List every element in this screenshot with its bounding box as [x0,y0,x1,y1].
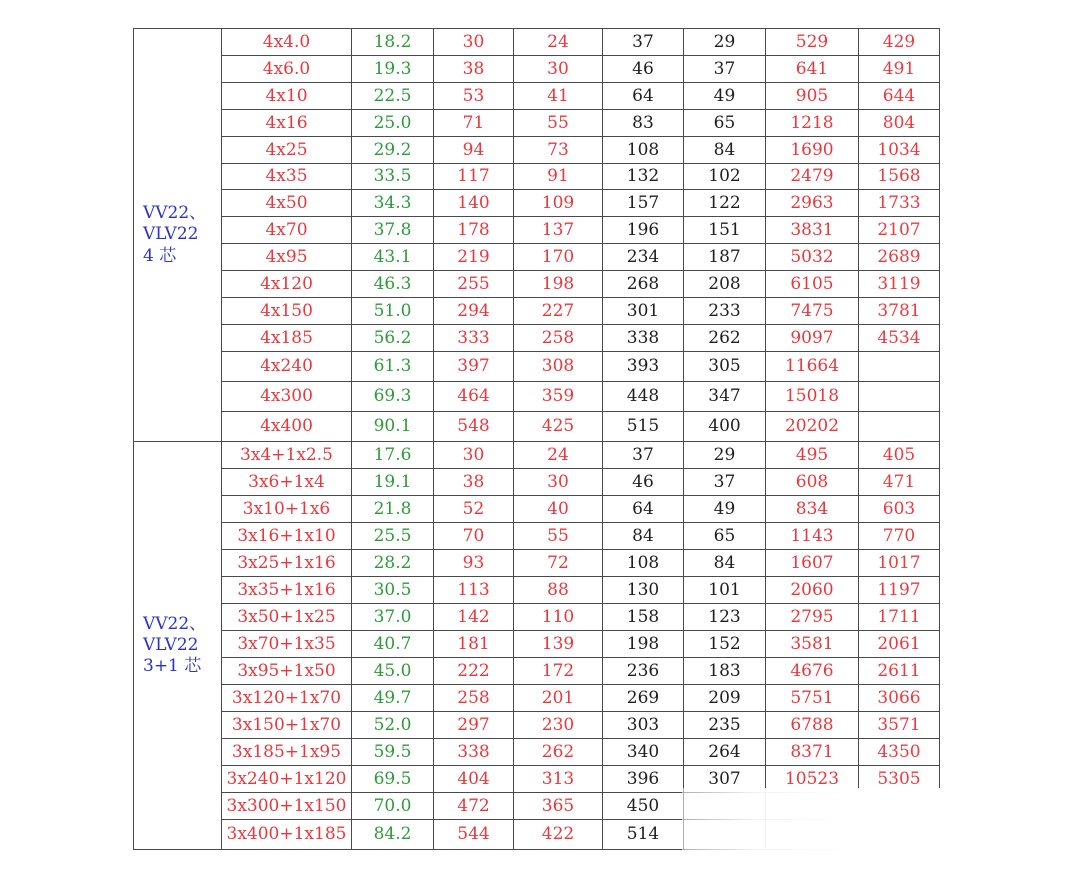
table-cell: 4x240 [222,352,352,382]
table-row [134,631,940,658]
table-cell: 404 [434,766,514,793]
table-cell: 52.0 [352,712,434,739]
table-cell: 365 [514,793,603,820]
table-cell: 3x185+1x95 [222,739,352,766]
table-cell: 172 [514,658,603,685]
table-row [134,442,940,469]
table-cell: 198 [603,631,684,658]
table-row [134,382,940,412]
table-row [134,29,940,56]
table-cell: 19.1 [352,469,434,496]
table-cell [859,352,940,382]
table-cell: 393 [603,352,684,382]
table-row [134,712,940,739]
table-cell: 258 [434,685,514,712]
table-cell [859,412,940,442]
table-cell: 132 [603,164,684,190]
table-cell: 1218 [766,110,859,137]
table-row [134,217,940,244]
table-cell: 51.0 [352,298,434,325]
table-cell: 198 [514,271,603,298]
table-cell: 3119 [859,271,940,298]
table-cell: 3x300+1x150 [222,793,352,820]
table-cell: 84 [603,523,684,550]
table-cell: 233 [684,298,766,325]
cable-group-label-line: 4 芯 [143,245,177,266]
table-cell: 30.5 [352,577,434,604]
table-cell: 4534 [859,325,940,352]
table-cell: 4x70 [222,217,352,244]
table-cell: 17.6 [352,442,434,469]
table-cell: 28.2 [352,550,434,577]
table-cell: 29 [684,442,766,469]
table-cell: 3x35+1x16 [222,577,352,604]
table-cell: 15018 [766,382,859,412]
table-cell: 70 [434,523,514,550]
table-cell: 313 [514,766,603,793]
table-cell: 641 [766,56,859,83]
table-row [134,739,940,766]
watermark-blur-overlay [682,788,962,850]
table-cell: 338 [434,739,514,766]
table-row [134,298,940,325]
table-cell: 255 [434,271,514,298]
table-cell: 37.0 [352,604,434,631]
table-cell: 307 [684,766,766,793]
table-cell: 4x400 [222,412,352,442]
table-cell: 4x95 [222,244,352,271]
table-row [134,83,940,110]
table-cell: 3066 [859,685,940,712]
table-cell: 2479 [766,164,859,190]
table-cell: 6788 [766,712,859,739]
table-cell: 117 [434,164,514,190]
table-cell: 37 [603,29,684,56]
table-cell: 429 [859,29,940,56]
table-cell: 544 [434,820,514,850]
table-cell: 5751 [766,685,859,712]
table-cell: 38 [434,56,514,83]
table-cell: 905 [766,83,859,110]
table-cell: 59.5 [352,739,434,766]
table-cell: 40.7 [352,631,434,658]
table-cell: 152 [684,631,766,658]
table-cell: 4x185 [222,325,352,352]
table-cell: 71 [434,110,514,137]
table-cell: 69.3 [352,382,434,412]
table-row [134,469,940,496]
table-cell: 10523 [766,766,859,793]
table-cell: 7475 [766,298,859,325]
table-cell: 6105 [766,271,859,298]
table-cell: 123 [684,604,766,631]
table-cell: 4x120 [222,271,352,298]
table-cell: 305 [684,352,766,382]
table-cell: 46 [603,56,684,83]
table-cell: 84 [684,550,766,577]
table-cell: 93 [434,550,514,577]
table-cell: 3571 [859,712,940,739]
table-cell: 301 [603,298,684,325]
table-cell: 3x240+1x120 [222,766,352,793]
table-cell: 29.2 [352,137,434,164]
table-cell: 297 [434,712,514,739]
table-cell: 19.3 [352,56,434,83]
table-cell: 30 [514,469,603,496]
table-cell: 608 [766,469,859,496]
table-cell: 3831 [766,217,859,244]
table-cell: 514 [603,820,684,850]
table-row [134,658,940,685]
table-row [134,110,940,137]
table-cell: 25.5 [352,523,434,550]
table-cell: 3x120+1x70 [222,685,352,712]
table-cell: 46 [603,469,684,496]
table-cell: 400 [684,412,766,442]
table-cell: 471 [859,469,940,496]
table-cell: 209 [684,685,766,712]
table-cell: 140 [434,190,514,217]
table-cell: 108 [603,550,684,577]
table-cell: 2795 [766,604,859,631]
table-cell: 1197 [859,577,940,604]
table-cell: 38 [434,469,514,496]
table-cell: 230 [514,712,603,739]
table-cell: 2689 [859,244,940,271]
table-cell: 43.1 [352,244,434,271]
table-cell: 142 [434,604,514,631]
cable-group-label-line: VLV22 [143,224,199,245]
table-row [134,56,940,83]
table-cell: 3581 [766,631,859,658]
table-row [134,325,940,352]
table-row [134,412,940,442]
table-cell: 34.3 [352,190,434,217]
table-cell: 110 [514,604,603,631]
table-cell: 294 [434,298,514,325]
table-cell: 158 [603,604,684,631]
table-cell: 91 [514,164,603,190]
table-cell: 30 [434,29,514,56]
table-cell: 49.7 [352,685,434,712]
table-cell: 29 [684,29,766,56]
table-cell: 3x6+1x4 [222,469,352,496]
table-cell: 804 [859,110,940,137]
table-cell: 227 [514,298,603,325]
table-cell: 55 [514,523,603,550]
table-cell: 268 [603,271,684,298]
table-cell: 644 [859,83,940,110]
table-cell: 84.2 [352,820,434,850]
table-cell: 396 [603,766,684,793]
table-row [134,577,940,604]
table-cell: 56.2 [352,325,434,352]
table-cell: 37 [684,56,766,83]
table-cell: 46.3 [352,271,434,298]
table-cell: 21.8 [352,496,434,523]
table-cell: 338 [603,325,684,352]
table-cell: 264 [684,739,766,766]
table-cell: 3x70+1x35 [222,631,352,658]
table-cell: 70.0 [352,793,434,820]
table-cell: 170 [514,244,603,271]
table-row [134,137,940,164]
table-cell: 30 [514,56,603,83]
table-row [134,190,940,217]
table-cell: 24 [514,442,603,469]
table-row [134,604,940,631]
table-cell: 235 [684,712,766,739]
table-cell: 515 [603,412,684,442]
cable-group-label-line: VLV22 [143,634,199,655]
table-cell: 8371 [766,739,859,766]
table-cell: 2061 [859,631,940,658]
cable-group-label-line: VV22、 [143,203,207,224]
table-cell: 37.8 [352,217,434,244]
table-cell: 183 [684,658,766,685]
table-cell: 219 [434,244,514,271]
table-cell: 4x6.0 [222,56,352,83]
table-cell: 65 [684,523,766,550]
table-cell: 4x50 [222,190,352,217]
table-cell: 37 [603,442,684,469]
table-cell: 11664 [766,352,859,382]
table-cell: 340 [603,739,684,766]
cable-group-label [134,442,222,850]
table-cell: 90.1 [352,412,434,442]
table-cell: 234 [603,244,684,271]
table-cell: 61.3 [352,352,434,382]
table-cell: 1733 [859,190,940,217]
table-cell: 4x10 [222,83,352,110]
table-cell: 24 [514,29,603,56]
table-cell: 2963 [766,190,859,217]
table-cell: 303 [603,712,684,739]
table-cell: 151 [684,217,766,244]
table-cell: 222 [434,658,514,685]
table-cell: 113 [434,577,514,604]
table-cell: 45.0 [352,658,434,685]
table-cell: 49 [684,83,766,110]
table-cell: 53 [434,83,514,110]
table-cell: 258 [514,325,603,352]
table-cell: 397 [434,352,514,382]
table-cell: 4x25 [222,137,352,164]
table-cell: 495 [766,442,859,469]
table-cell: 102 [684,164,766,190]
table-cell: 405 [859,442,940,469]
table-cell: 130 [603,577,684,604]
table-cell: 834 [766,496,859,523]
table-cell: 33.5 [352,164,434,190]
table-cell: 40 [514,496,603,523]
cable-group-label [134,29,222,442]
table-cell: 18.2 [352,29,434,56]
table-cell: 333 [434,325,514,352]
table-cell: 101 [684,577,766,604]
table-cell: 2107 [859,217,940,244]
cable-group-label-line: 3+1 芯 [143,656,202,677]
table-cell: 2611 [859,658,940,685]
table-cell: 5305 [859,766,940,793]
table-cell: 4x35 [222,164,352,190]
table-cell: 359 [514,382,603,412]
table-cell: 208 [684,271,766,298]
table-cell: 30 [434,442,514,469]
table-cell: 181 [434,631,514,658]
table-cell: 3x16+1x10 [222,523,352,550]
table-cell: 4x300 [222,382,352,412]
table-cell: 3x25+1x16 [222,550,352,577]
table-cell: 3x10+1x6 [222,496,352,523]
table-cell: 4x16 [222,110,352,137]
cable-spec-table [133,28,940,850]
table-cell: 83 [603,110,684,137]
table-cell: 22.5 [352,83,434,110]
table-cell: 1017 [859,550,940,577]
table-cell: 4x4.0 [222,29,352,56]
table-cell: 187 [684,244,766,271]
table-cell: 65 [684,110,766,137]
table-cell: 139 [514,631,603,658]
table-body [134,29,940,850]
table-cell: 472 [434,793,514,820]
table-row [134,352,940,382]
table-cell: 94 [434,137,514,164]
table-cell: 84 [684,137,766,164]
table-cell: 422 [514,820,603,850]
table-row [134,523,940,550]
table-cell: 5032 [766,244,859,271]
table-cell: 3x150+1x70 [222,712,352,739]
table-cell: 37 [684,469,766,496]
table-row [134,164,940,190]
table-cell: 4x150 [222,298,352,325]
table-cell: 64 [603,83,684,110]
table-cell: 603 [859,496,940,523]
table-cell: 73 [514,137,603,164]
table-cell: 347 [684,382,766,412]
table-cell: 109 [514,190,603,217]
table-cell: 88 [514,577,603,604]
table-cell: 491 [859,56,940,83]
table-cell: 3x95+1x50 [222,658,352,685]
table-cell: 4676 [766,658,859,685]
table-cell: 529 [766,29,859,56]
table-cell: 4350 [859,739,940,766]
table-cell: 770 [859,523,940,550]
table-row [134,271,940,298]
table-cell: 178 [434,217,514,244]
table-cell: 1607 [766,550,859,577]
table-row [134,550,940,577]
table-cell: 41 [514,83,603,110]
table-cell: 157 [603,190,684,217]
table-cell: 25.0 [352,110,434,137]
table-cell: 1143 [766,523,859,550]
table-cell: 122 [684,190,766,217]
table-cell: 1711 [859,604,940,631]
cable-group-label-line: VV22、 [143,613,207,634]
table-row [134,685,940,712]
table-cell: 308 [514,352,603,382]
table-cell: 108 [603,137,684,164]
table-row [134,244,940,271]
table-cell: 52 [434,496,514,523]
table-cell: 448 [603,382,684,412]
table-row [134,496,940,523]
table-cell: 3x50+1x25 [222,604,352,631]
table-cell: 548 [434,412,514,442]
table-cell: 425 [514,412,603,442]
table-cell: 1690 [766,137,859,164]
table-cell: 201 [514,685,603,712]
table-cell: 1568 [859,164,940,190]
table-cell: 69.5 [352,766,434,793]
table-cell: 20202 [766,412,859,442]
table-cell: 269 [603,685,684,712]
table-cell: 1034 [859,137,940,164]
table-cell: 137 [514,217,603,244]
table-cell [859,382,940,412]
table-cell: 9097 [766,325,859,352]
table-cell: 262 [684,325,766,352]
table-cell: 196 [603,217,684,244]
table-cell: 49 [684,496,766,523]
table-cell: 3781 [859,298,940,325]
table-cell: 3x4+1x2.5 [222,442,352,469]
table-cell: 464 [434,382,514,412]
table-cell: 450 [603,793,684,820]
table-cell: 64 [603,496,684,523]
table-cell: 72 [514,550,603,577]
table-cell: 3x400+1x185 [222,820,352,850]
table-cell: 262 [514,739,603,766]
table-cell: 55 [514,110,603,137]
table-cell: 2060 [766,577,859,604]
table-cell: 236 [603,658,684,685]
